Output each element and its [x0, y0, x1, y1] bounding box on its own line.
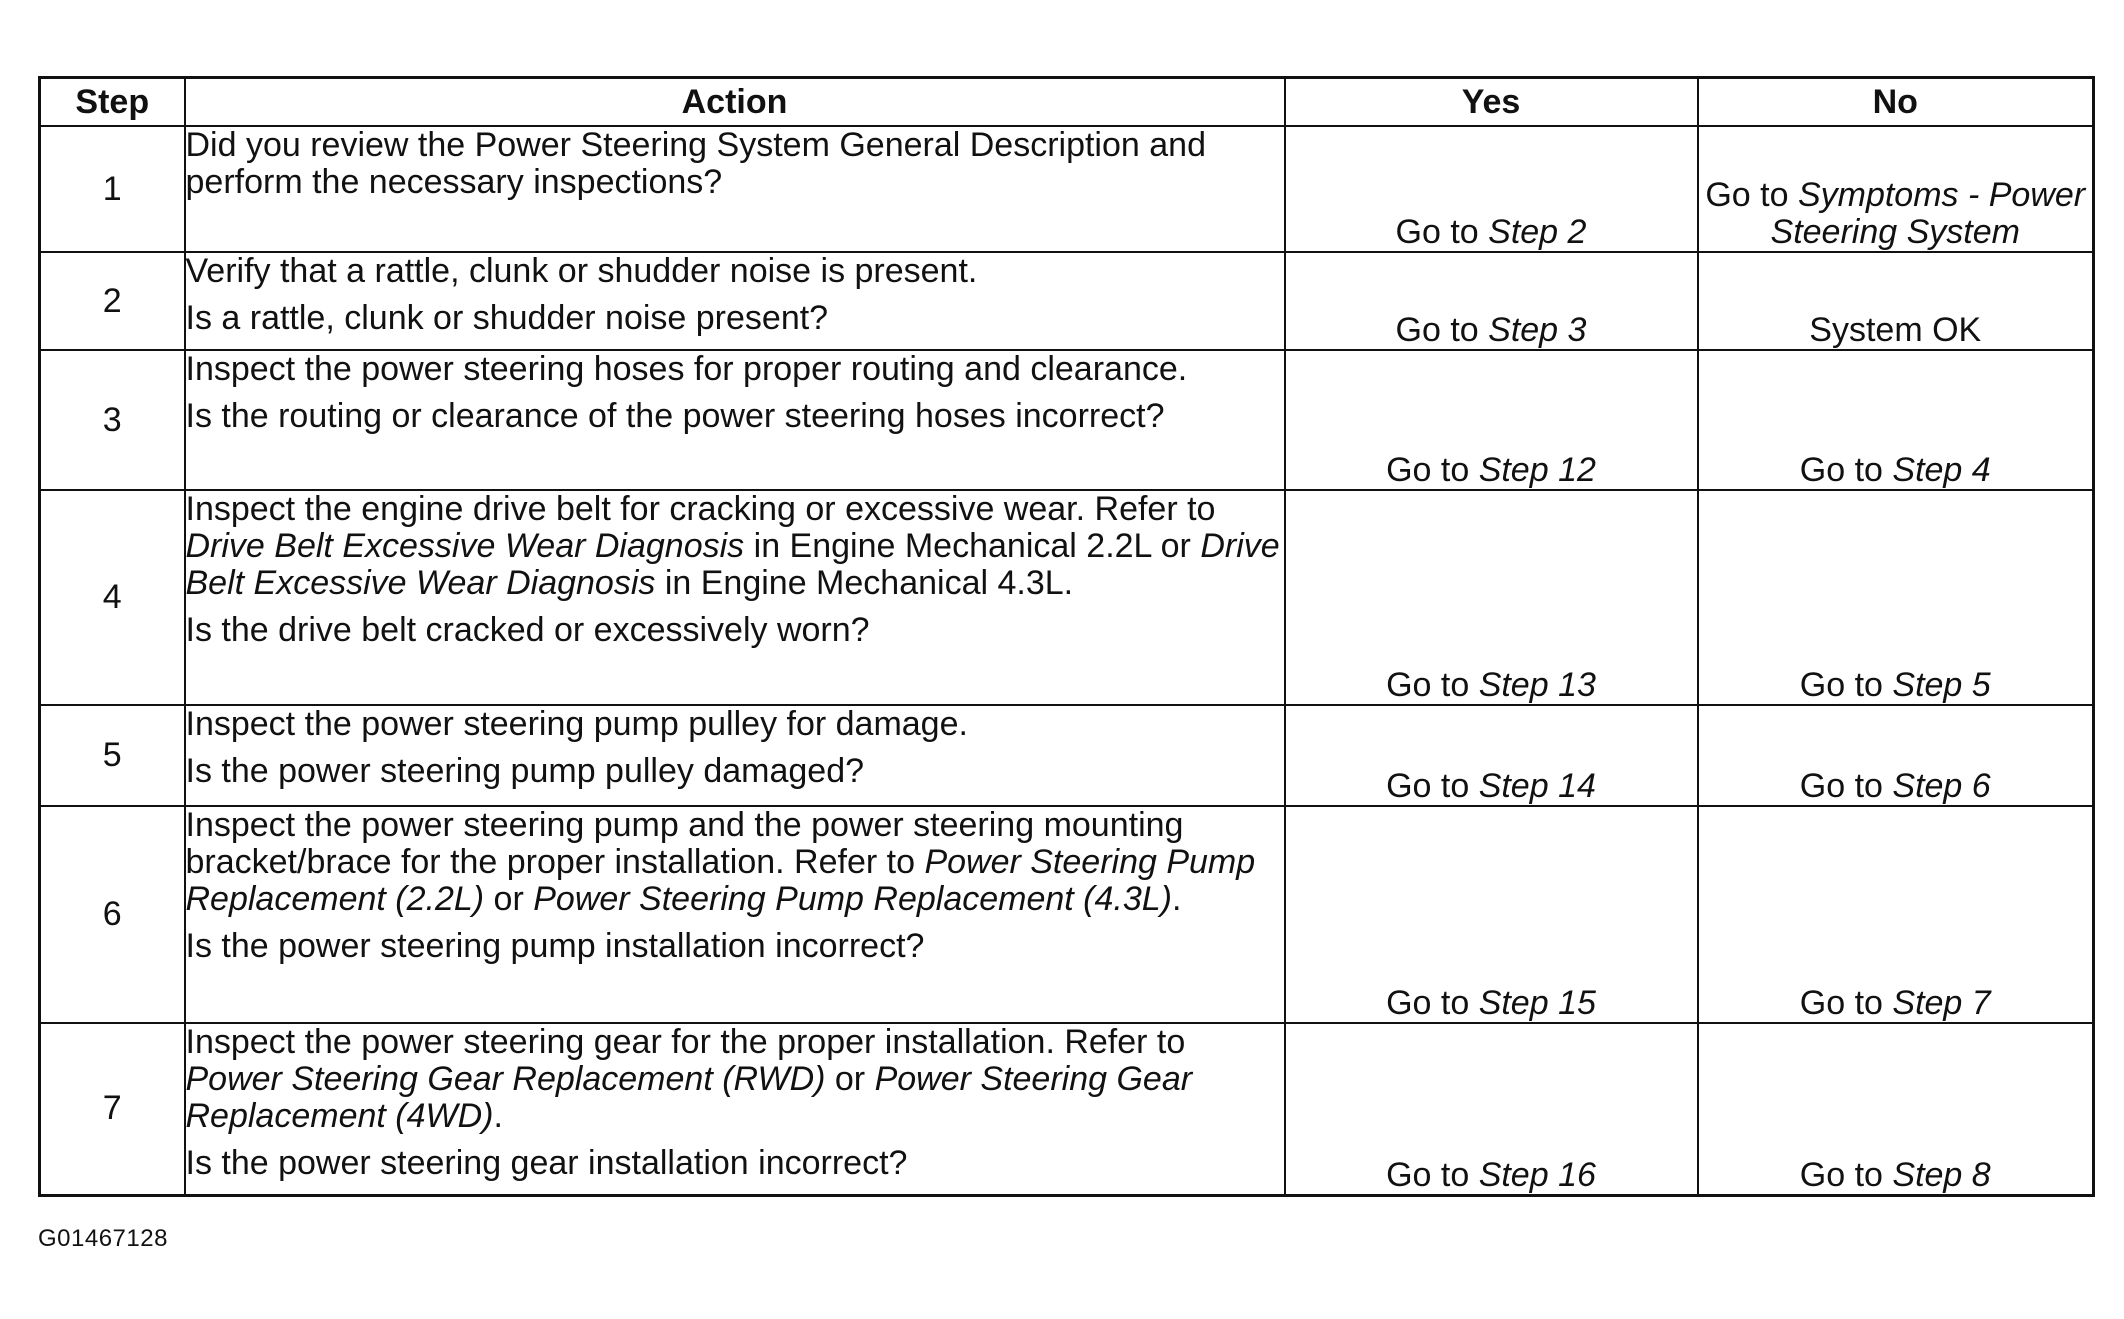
yes-step-reference: Step 13	[1478, 666, 1596, 704]
action-instruction	[186, 706, 1284, 743]
action-instruction	[186, 1024, 1284, 1135]
step-number: 5	[40, 705, 185, 806]
no-result-cell	[1698, 806, 2094, 1023]
yes-result-text: Go to	[1395, 311, 1489, 349]
yes-result-cell	[1285, 490, 1698, 705]
action-cell	[185, 806, 1285, 1023]
yes-result-cell	[1285, 705, 1698, 806]
header-row	[40, 78, 2094, 127]
action-question: Is the drive belt cracked or excessively worn?	[185, 611, 870, 649]
header-yes: Yes	[1285, 78, 1698, 127]
yes-result-cell	[1285, 1023, 1698, 1195]
action-question: Is the power steering pump installation incorrect?	[185, 927, 925, 965]
yes-result-text: Go to	[1386, 451, 1479, 489]
action-question: Is a rattle, clunk or shudder noise present?	[185, 299, 829, 337]
action-cell	[185, 705, 1285, 806]
action-text: or	[825, 1060, 875, 1098]
procedure-reference: Power Steering Gear Replacement (RWD)	[185, 1060, 826, 1098]
yes-result-cell	[1285, 126, 1698, 252]
table-row	[40, 490, 2094, 705]
action-text: Did you review the Power Steering System General Description and perform the necessary inspections?	[185, 126, 1206, 201]
no-result-text: Go to	[1799, 451, 1893, 489]
no-result-cell	[1698, 705, 2094, 806]
procedure-reference: Drive Belt Excessive Wear Diagnosis	[185, 527, 1280, 602]
header-no: No	[1698, 78, 2094, 127]
diagnostic-table-container	[38, 76, 2092, 1197]
action-text: or	[484, 880, 534, 918]
yes-step-reference: Step 14	[1478, 767, 1596, 805]
figure-id: G01467128	[38, 1225, 168, 1252]
yes-result-text: Go to	[1386, 767, 1479, 805]
step-number: 7	[40, 1023, 185, 1195]
no-step-reference: Step 5	[1892, 666, 1991, 704]
no-step-reference: Step 8	[1892, 1155, 1991, 1194]
no-result-text: Go to	[1799, 666, 1893, 704]
no-result-cell	[1698, 350, 2094, 490]
no-result-text: Go to	[1799, 1155, 1893, 1194]
step-number: 4	[40, 490, 185, 705]
no-step-reference: Step 4	[1892, 451, 1991, 489]
yes-step-reference: Step 3	[1488, 311, 1587, 349]
header-action: Action	[185, 78, 1285, 127]
no-result-text: System OK	[1809, 311, 1982, 349]
yes-result-text: Go to	[1395, 213, 1489, 251]
action-text: .	[493, 1097, 503, 1135]
action-cell	[185, 350, 1285, 490]
no-result-text: Go to	[1799, 984, 1893, 1022]
yes-result-cell	[1285, 806, 1698, 1023]
action-text: in Engine Mechanical 4.3L.	[655, 564, 1074, 602]
no-result-cell	[1698, 252, 2094, 350]
no-step-reference: Symptoms - Power Steering System	[1770, 176, 2086, 251]
table-row	[40, 705, 2094, 806]
no-step-reference: Step 6	[1892, 767, 1991, 805]
action-cell	[185, 490, 1285, 705]
action-text: Inspect the power steering pump pulley for damage.	[185, 705, 968, 743]
diagnostic-table	[38, 76, 2095, 1197]
action-instruction	[186, 491, 1284, 602]
table-row	[40, 806, 2094, 1023]
action-cell	[185, 1023, 1285, 1195]
yes-result-text: Go to	[1386, 984, 1479, 1022]
action-text: in Engine Mechanical 2.2L or	[744, 527, 1201, 565]
step-number: 1	[40, 126, 185, 252]
action-cell	[185, 126, 1285, 252]
action-text: .	[1172, 880, 1182, 918]
yes-result-text: Go to	[1386, 1155, 1479, 1194]
no-result-cell	[1698, 1023, 2094, 1195]
no-result-cell	[1698, 126, 2094, 252]
procedure-reference: Power Steering Pump Replacement (2.2L)	[185, 843, 1256, 918]
yes-result-cell	[1285, 252, 1698, 350]
table-row	[40, 126, 2094, 252]
no-step-reference: Step 7	[1892, 984, 1991, 1022]
yes-step-reference: Step 15	[1478, 984, 1596, 1022]
yes-step-reference: Step 16	[1478, 1155, 1596, 1194]
action-text: Inspect the power steering gear for the proper installation. Refer to	[185, 1023, 1186, 1061]
yes-result-text: Go to	[1386, 666, 1479, 704]
action-text: Inspect the power steering pump and the power steering mounting bracket/brace for the proper installation. Refer to	[185, 806, 1184, 881]
action-text: Inspect the power steering hoses for proper routing and clearance.	[185, 350, 1188, 388]
action-text: Inspect the engine drive belt for cracking or excessive wear. Refer to	[185, 490, 1216, 528]
procedure-reference: Power Steering Pump Replacement (4.3L)	[533, 880, 1172, 918]
action-text: Verify that a rattle, clunk or shudder noise is present.	[185, 252, 978, 290]
yes-step-reference: Step 2	[1488, 213, 1587, 251]
table-row	[40, 350, 2094, 490]
action-instruction	[186, 807, 1284, 918]
step-number: 6	[40, 806, 185, 1023]
yes-result-cell	[1285, 350, 1698, 490]
action-cell	[185, 252, 1285, 350]
step-number: 2	[40, 252, 185, 350]
table-row	[40, 1023, 2094, 1195]
header-step: Step	[40, 78, 185, 127]
action-instruction	[186, 253, 1284, 290]
action-question: Is the routing or clearance of the power steering hoses incorrect?	[185, 397, 1165, 435]
action-question: Is the power steering pump pulley damaged?	[185, 752, 865, 790]
action-instruction	[186, 127, 1284, 201]
yes-step-reference: Step 12	[1478, 451, 1596, 489]
no-result-text: Go to	[1705, 176, 1798, 214]
action-question: Is the power steering gear installation incorrect?	[185, 1144, 908, 1182]
procedure-reference: Power Steering Gear Replacement (4WD)	[185, 1060, 1193, 1135]
table-row	[40, 252, 2094, 350]
procedure-reference: Drive Belt Excessive Wear Diagnosis	[185, 527, 745, 565]
table-body	[40, 126, 2094, 1195]
no-result-text: Go to	[1799, 767, 1893, 805]
no-result-cell	[1698, 490, 2094, 705]
step-number: 3	[40, 350, 185, 490]
action-instruction	[186, 351, 1284, 388]
